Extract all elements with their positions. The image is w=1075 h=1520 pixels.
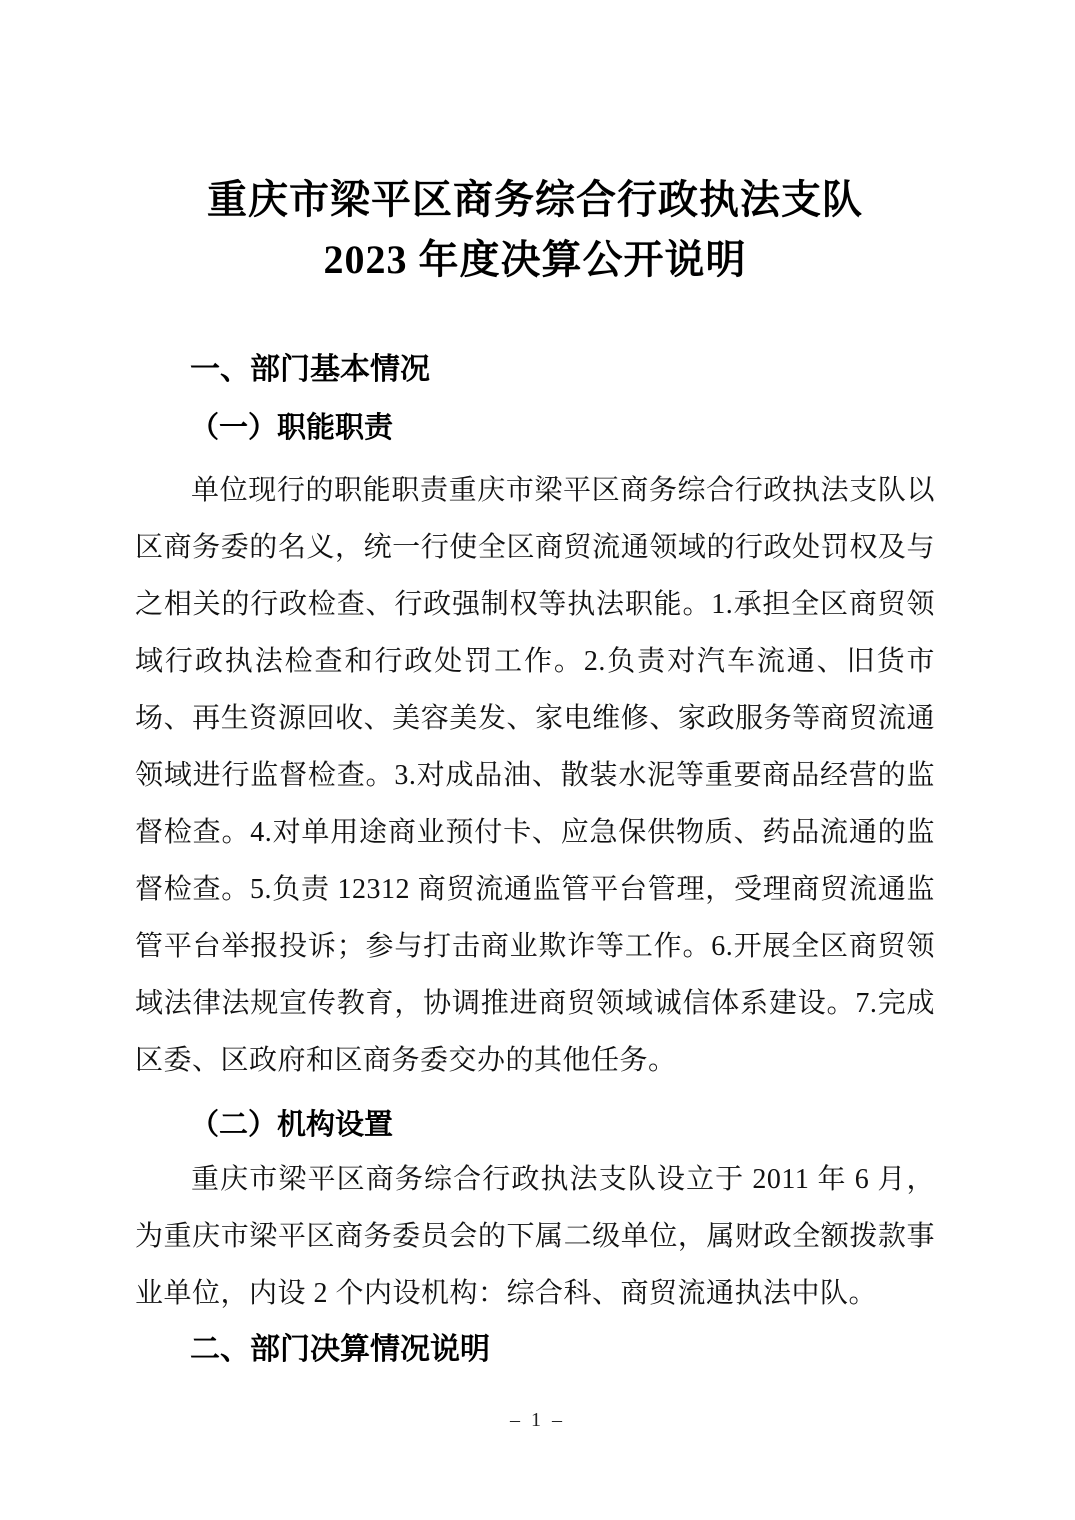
document-title [135, 170, 935, 290]
subsection-heading-functions: （一）职能职责 [190, 412, 394, 444]
paragraph-organization: 重庆市梁平区商务综合行政执法支队设立于 2011 年 6 月，为重庆市梁平区商务委员会的下属二级单位，属财政全额拨款事业单位，内设 2 个内设机构：综合科、商贸流通执法中队。 [135, 1164, 935, 1309]
document-title-line2: 2023 年度决算公开说明 [323, 237, 747, 282]
document-title-line1: 重庆市梁平区商务综合行政执法支队 [207, 177, 863, 222]
subsection-heading-organization: （二）机构设置 [190, 1109, 394, 1141]
section-heading-basic-info: 一、部门基本情况 [190, 353, 430, 386]
section-heading-final-accounts: 二、部门决算情况说明 [190, 1333, 490, 1366]
paragraph-functions: 单位现行的职能职责重庆市梁平区商务综合行政执法支队以区商务委的名义，统一行使全区商贸流通领域的行政处罚权及与之相关的行政检查、行政强制权等执法职能。1.承担全区商贸领域行政执法检查和行政处罚工作。2.负责对汽车流通、旧货市场、再生资源回收、美容美发、家电维修、家政服务等商贸流通领域进行监督检查。3.对成品油、散装水泥等重要商品经营的监督检查。4.对单用途商业预付卡、应急保供物质、药品流通的监督检查。5.负责 12312 商贸流通监管平台管理，受理商贸流通监管平台举报投诉；参与打击商业欺诈等工作。6.开展全区商贸领域法律法规宣传教育，协调推进商贸领域诚信体系建设。7.完成区委、区政府和区商务委交办的其他任务。 [135, 475, 935, 1076]
page-number: – 1 – [510, 1409, 565, 1431]
